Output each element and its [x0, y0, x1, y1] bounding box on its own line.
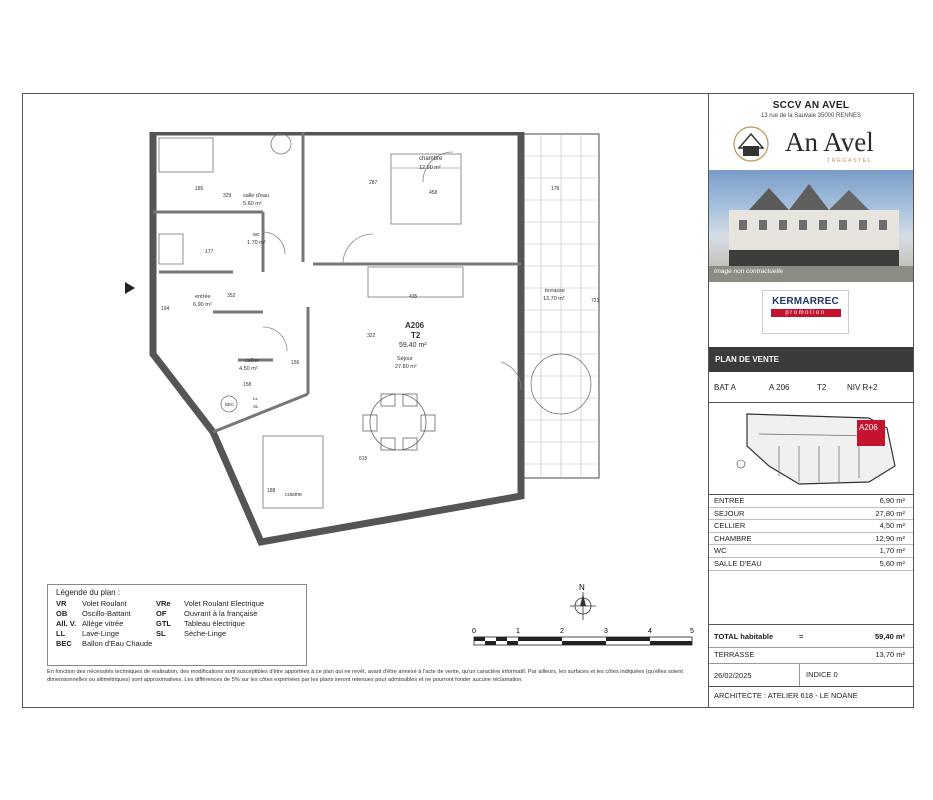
promoter-logo	[762, 290, 849, 334]
legend-abbr: OB	[56, 609, 68, 618]
dim-721: 721	[591, 298, 600, 304]
revision-bar	[709, 664, 913, 687]
scale-bar	[471, 624, 701, 654]
house-logo-icon	[731, 124, 777, 164]
area-salle-eau: 5.60 m²	[243, 201, 262, 207]
legend-abbr: All. V.	[56, 619, 77, 628]
dim-435: 435	[409, 294, 418, 300]
lot-type: T2	[411, 331, 421, 340]
area-entree: 6.90 m²	[193, 302, 212, 308]
surface-row	[709, 558, 913, 571]
plan-sheet	[22, 93, 914, 708]
dim-156: 156	[291, 360, 300, 366]
area-cellier: 4.50 m²	[239, 366, 258, 372]
surface-value: 5,60 m²	[879, 558, 905, 568]
terrasse-row	[709, 647, 913, 664]
surface-value: 27,80 m²	[875, 508, 905, 518]
surface-row	[709, 508, 913, 521]
legend-text: Ballon d'Eau Chaude	[82, 639, 153, 648]
area-sejour: 27.80 m²	[395, 364, 417, 370]
scale-tick-3: 3	[604, 628, 608, 635]
lot-reference	[709, 372, 913, 403]
surface-name: CELLIER	[714, 521, 746, 531]
level: NIV R+2	[847, 382, 878, 392]
surface-value: 6,90 m²	[879, 496, 905, 505]
bat: BAT A	[714, 382, 736, 392]
legend-title: Légende du plan :	[56, 588, 121, 597]
bec-label: BEC	[225, 402, 235, 407]
dim-177: 177	[205, 249, 214, 255]
brand-name: An Avel	[785, 127, 874, 157]
area-terrasse: 13.70 m²	[543, 296, 565, 302]
legend-text: Allège vitrée	[82, 619, 124, 628]
dim-322: 322	[367, 333, 376, 339]
scale-tick-2: 2	[560, 628, 564, 635]
surface-name: SEJOUR	[714, 508, 745, 518]
dim-188: 188	[267, 488, 276, 494]
sl-label: SL	[253, 404, 259, 409]
dim-329: 329	[223, 193, 232, 199]
total-equals: =	[799, 632, 804, 641]
lot-number: A 206	[769, 382, 790, 392]
legend-abbr	[156, 639, 184, 648]
legend-text: Oscillo-Battant	[82, 609, 131, 618]
disclaimer-text: En fonction des nécessités techniques de réalisation, des modifications sont susceptibles d'être apportées à ce plan qui ne revêt, avant d'être annexé à l'acte de vente, qu'un caractère informatif. Par ailleurs, les surfaces et les côtes indiquées (qu'elles soient dimensionnelles ou altimétriques) sont approximatives. Les différences de 5% sur les côtes exprimées par les plans seront retenues pour admissibles et ne pourront fonder aucune réclamation.	[47, 669, 683, 683]
lot-label: A206	[405, 321, 425, 330]
legend-box	[47, 584, 307, 666]
label-wc: wc	[253, 232, 260, 238]
plan-de-vente-header: PLAN DE VENTE	[709, 347, 913, 372]
scale-tick-0: 0	[472, 628, 476, 635]
label-sejour: Séjour	[397, 356, 413, 362]
outer-walls	[153, 132, 521, 542]
label-cuisine: cuisine	[285, 492, 303, 498]
area-chambre: 12.90 m²	[419, 165, 441, 171]
legend-abbr: LL	[56, 629, 66, 638]
surface-value: 1,70 m²	[879, 546, 905, 556]
label-entree: entrée	[195, 294, 211, 300]
legend-text	[184, 639, 298, 648]
label-terrasse: terrasse	[545, 288, 565, 294]
scale-tick-5: 5	[690, 628, 694, 635]
legend-abbr: OF	[156, 609, 167, 618]
terrasse-label: TERRASSE	[714, 650, 755, 659]
label-cellier: cellier	[245, 358, 260, 364]
legend-text: Lave-Linge	[82, 629, 120, 638]
info-panel	[709, 94, 913, 707]
legend-text: Sèche-Linge	[184, 629, 227, 638]
total-label: TOTAL habitable	[714, 632, 774, 641]
key-plan	[719, 406, 907, 492]
brand-location: TRÉGASTEL	[827, 158, 873, 164]
total-habitable	[709, 624, 913, 648]
dim-352: 352	[227, 293, 236, 299]
surface-row	[709, 545, 913, 558]
lot-type: T2	[817, 382, 827, 392]
legend-text: Ouvrant à la française	[184, 609, 258, 618]
legend-abbr: VRe	[156, 599, 171, 608]
architect: ARCHITECTE : ATELIER 618 - LE NOANE	[714, 691, 858, 700]
promoter-tag: promotion	[771, 309, 841, 317]
dim-158: 158	[243, 382, 252, 388]
photo-caption: image non contractuelle	[714, 268, 784, 275]
building-photo	[709, 170, 913, 282]
scale-tick-1: 1	[516, 628, 520, 635]
legend-text: Volet Roulant Electrique	[184, 599, 265, 608]
legend-text: Tableau électrique	[184, 619, 245, 628]
revision-date: 26/02/2025	[714, 671, 752, 680]
ll-label: LL	[253, 396, 259, 401]
floor-plan	[123, 132, 623, 552]
surface-value: 12,90 m²	[875, 533, 905, 543]
north-arrow-icon	[568, 582, 598, 622]
legend-abbr: BEC	[56, 639, 72, 648]
terrace-area	[521, 134, 599, 478]
legend-text: Volet Roulant	[82, 599, 127, 608]
dim-615: 615	[359, 456, 368, 462]
surface-value: 4,50 m²	[879, 521, 905, 531]
promoter-name: KERMARREC	[772, 296, 839, 307]
lot-area: 59.40 m²	[399, 342, 427, 349]
total-value: 59,40 m²	[874, 632, 905, 641]
brand-logo	[731, 124, 901, 164]
company-name: SCCV AN AVEL	[772, 100, 850, 111]
surface-name: SALLE D'EAU	[714, 558, 762, 568]
label-chambre: chambre	[419, 156, 443, 162]
north-label: N	[579, 583, 585, 592]
dim-287: 287	[369, 180, 378, 186]
terrasse-value: 13,70 m²	[875, 650, 905, 659]
surface-row	[709, 495, 913, 508]
dim-185: 185	[195, 186, 204, 192]
dim-458: 458	[429, 190, 438, 196]
entry-arrow-icon	[125, 282, 135, 294]
dim-178: 178	[551, 186, 560, 192]
surface-name: CHAMBRE	[714, 533, 752, 543]
legend-abbr: SL	[156, 629, 166, 638]
label-salle-eau: salle d'eau	[243, 193, 270, 199]
surface-row	[709, 533, 913, 546]
revision-index: INDICE 0	[799, 664, 838, 686]
scale-tick-4: 4	[648, 628, 652, 635]
surface-name: WC	[714, 546, 727, 556]
legend-abbr: GTL	[156, 619, 171, 628]
surface-row	[709, 520, 913, 533]
area-wc: 1.70 m²	[247, 240, 266, 246]
key-plan-label: A206	[859, 423, 878, 432]
legend-abbr: VR	[56, 599, 67, 608]
surface-name: ENTREE	[714, 496, 745, 505]
legend-grid	[56, 599, 298, 648]
dim-194: 194	[161, 306, 170, 312]
surfaces-table	[709, 494, 913, 571]
company-address: 13 rue de la Sauvaie 35000 RENNES	[760, 113, 862, 119]
